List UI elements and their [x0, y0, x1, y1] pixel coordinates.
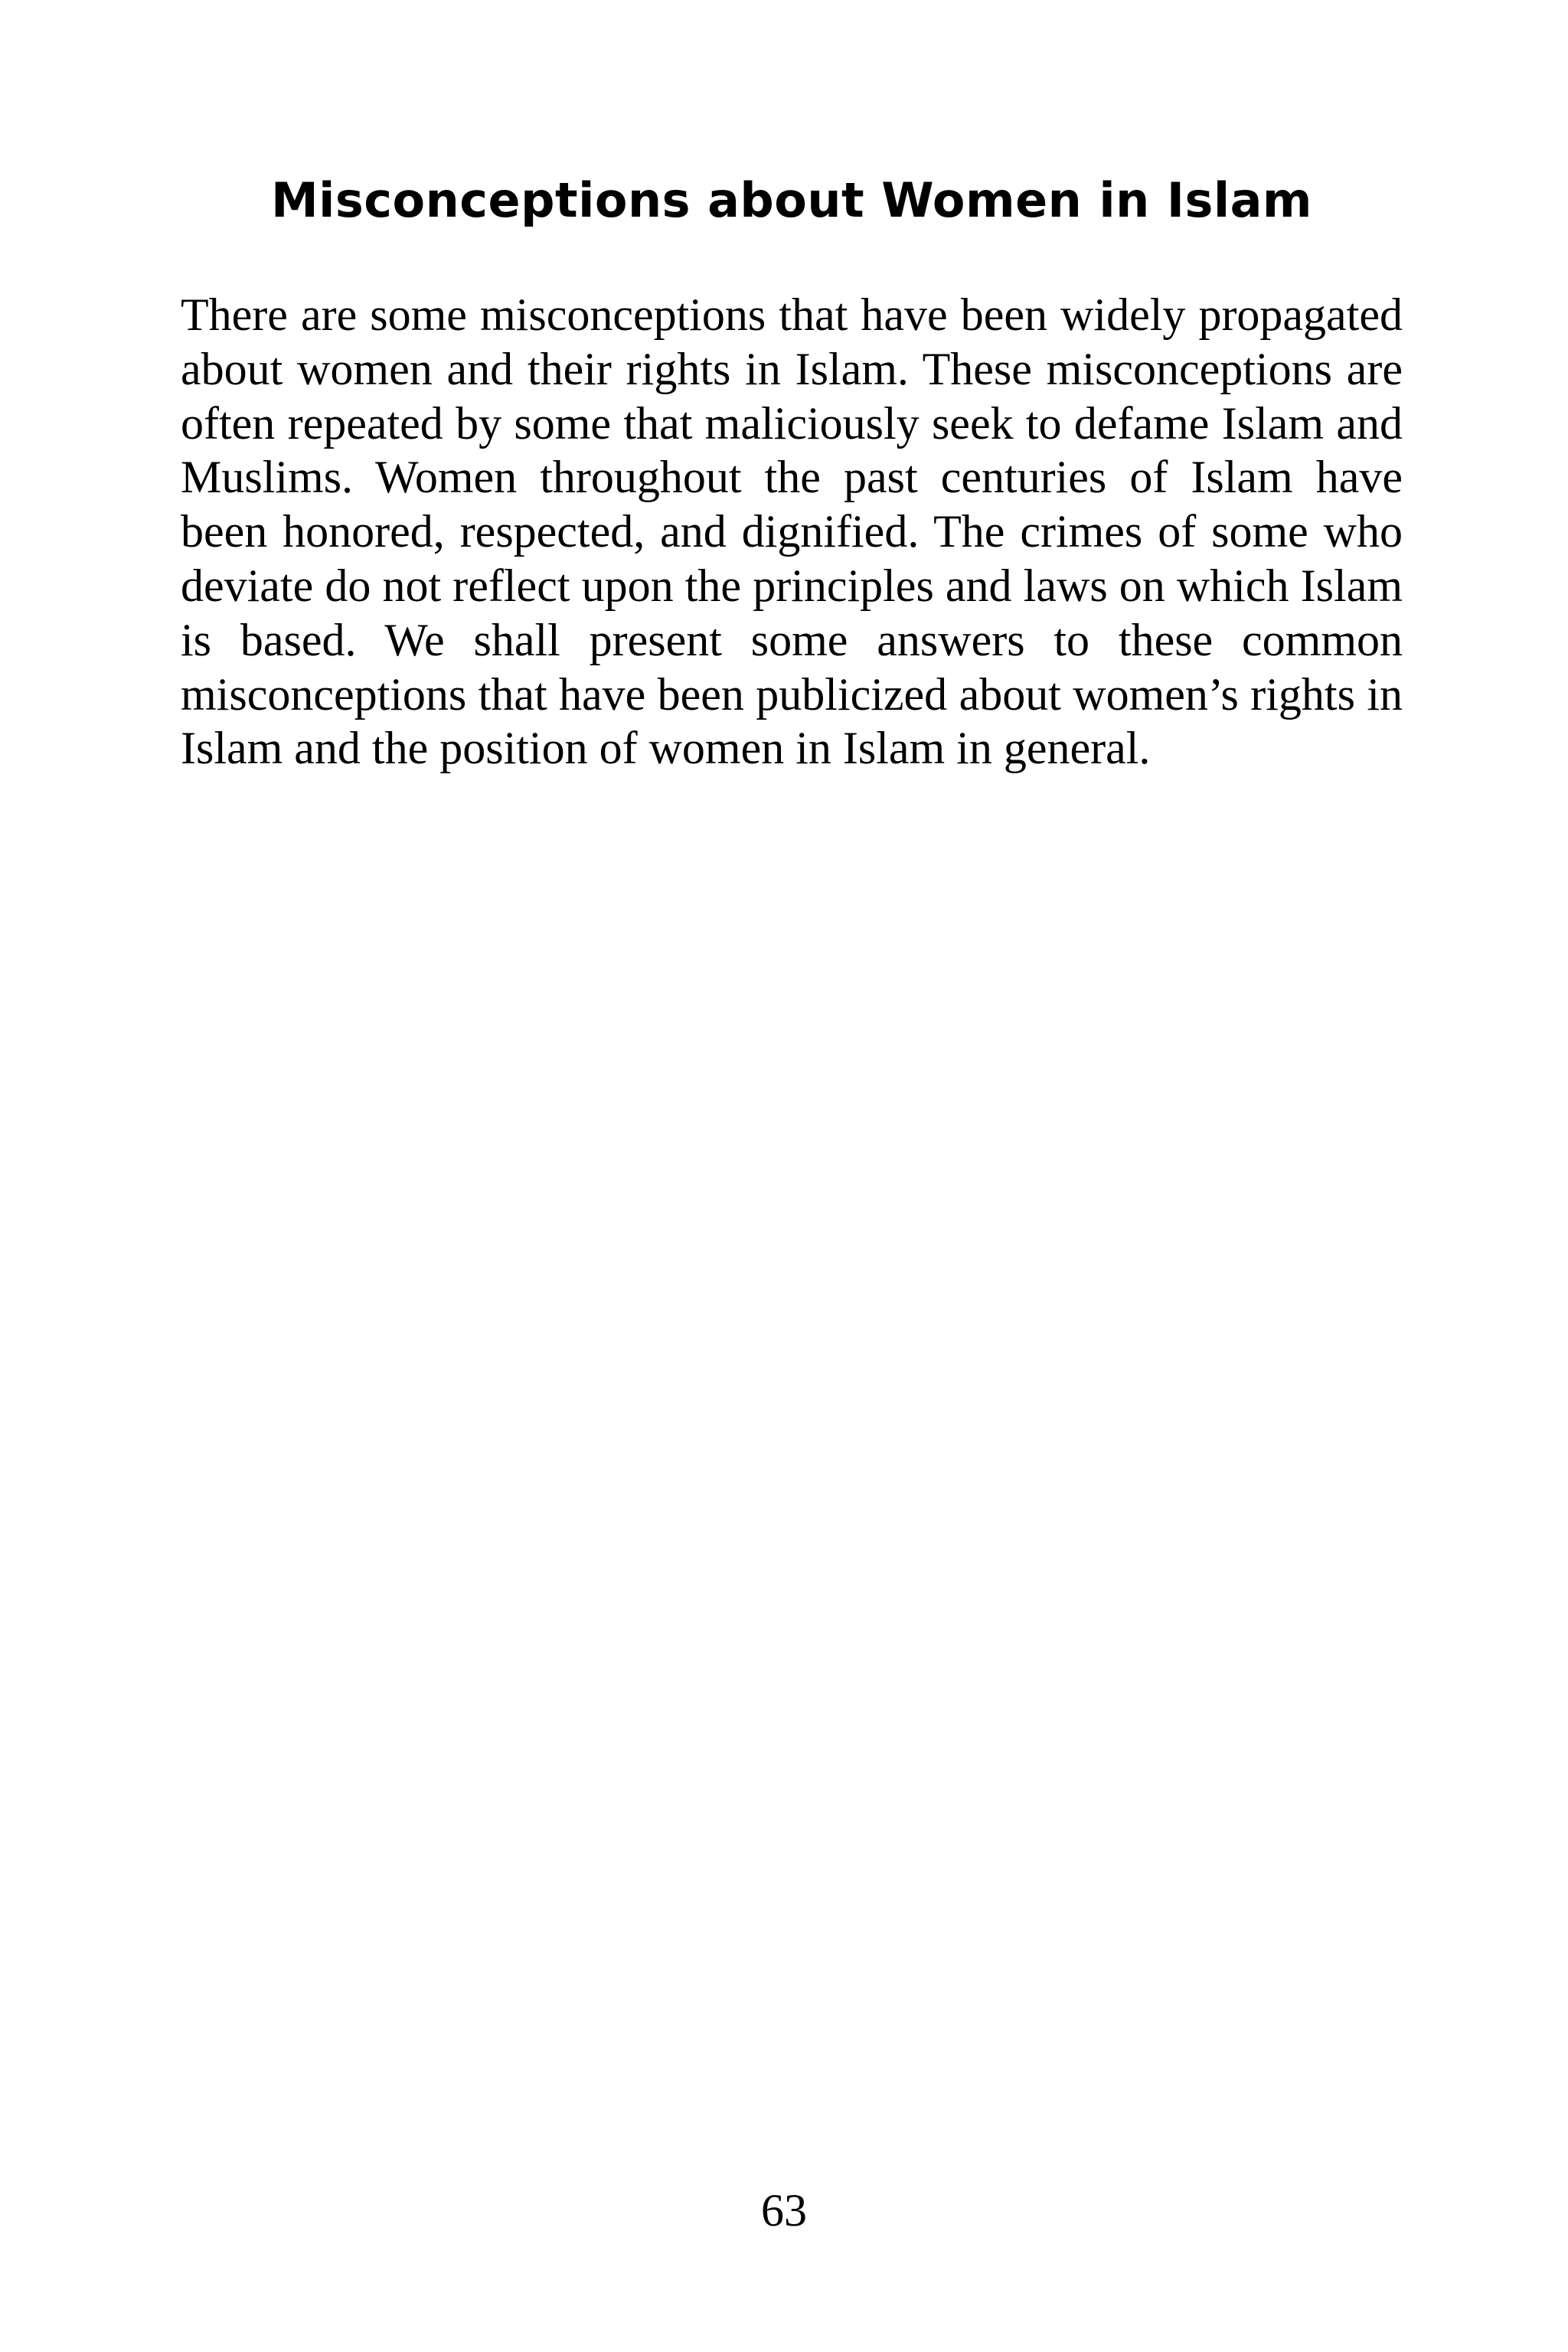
body-paragraph: There are some misconceptions that have been widely propagated about women and their rights in Islam. These misconceptions are often repeated by some that maliciously seek to defame Islam and Muslims. Women throughout the past centuries of Islam have been honored, respected, and dignified. The crimes of some who deviate do not reflect upon the principles and laws on which Islam is based. We shall present some answers to these common misconceptions that have been publicized about women’s rights in Islam and the position of women in Islam in general.: [181, 289, 1403, 774]
page-title: Misconceptions about Women in Islam: [270, 172, 1313, 228]
page-number: 63: [761, 2185, 807, 2236]
